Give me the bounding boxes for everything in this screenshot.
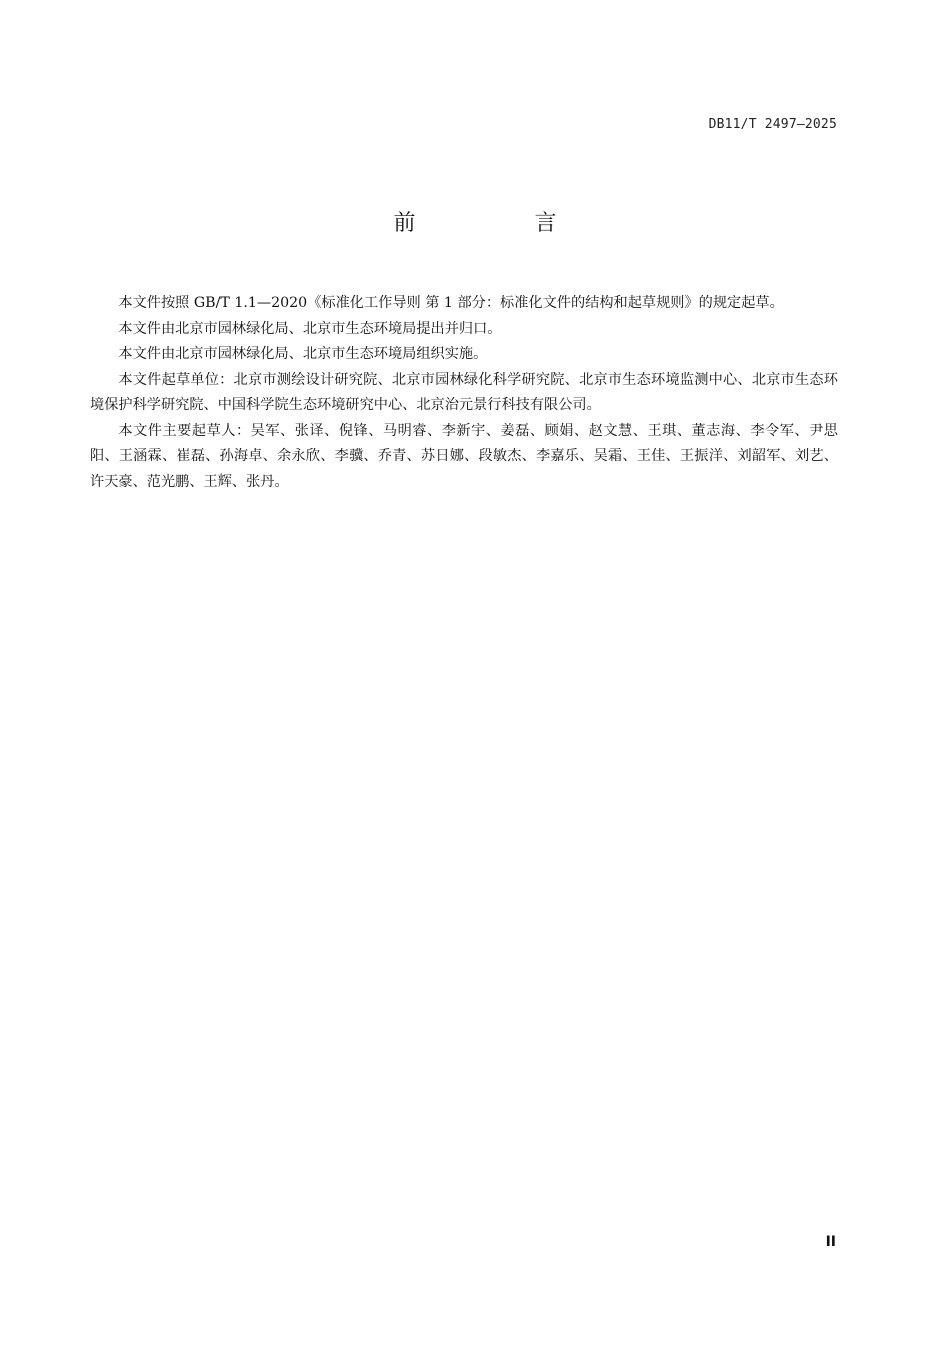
paragraph-drafting-basis: 本文件按照 GB/T 1.1—2020《标准化工作导则 第 1 部分：标准化文件的结构和起草规则》的规定起草。 [118,295,784,311]
foreword-body [90,291,838,495]
page-number: II [825,1234,836,1250]
paragraph-drafters: 本文件主要起草人：吴军、张译、倪锋、马明睿、李新宇、姜磊、顾娟、赵文慧、王琪、董志海、李令军、尹思阳、王涵霖、崔磊、孙海卓、余永欣、李骥、乔青、苏日娜、段敏杰、李嘉乐、吴霜、王佳、王振洋、刘韶军、刘艺、许天豪、范光鹏、王辉、张丹。 [90,422,838,490]
paragraph-implementer: 本文件由北京市园林绿化局、北京市生态环境局组织实施。 [118,346,488,362]
page-title: 前 言 [393,211,613,236]
standard-code: DB11/T 2497—2025 [708,117,837,132]
paragraph-drafting-units: 本文件起草单位：北京市测绘设计研究院、北京市园林绿化科学研究院、北京市生态环境监测中心、北京市生态环境保护科学研究院、中国科学院生态环境研究中心、北京治元景行科技有限公司。 [90,371,838,413]
paragraph-proposer: 本文件由北京市园林绿化局、北京市生态环境局提出并归口。 [118,320,502,337]
